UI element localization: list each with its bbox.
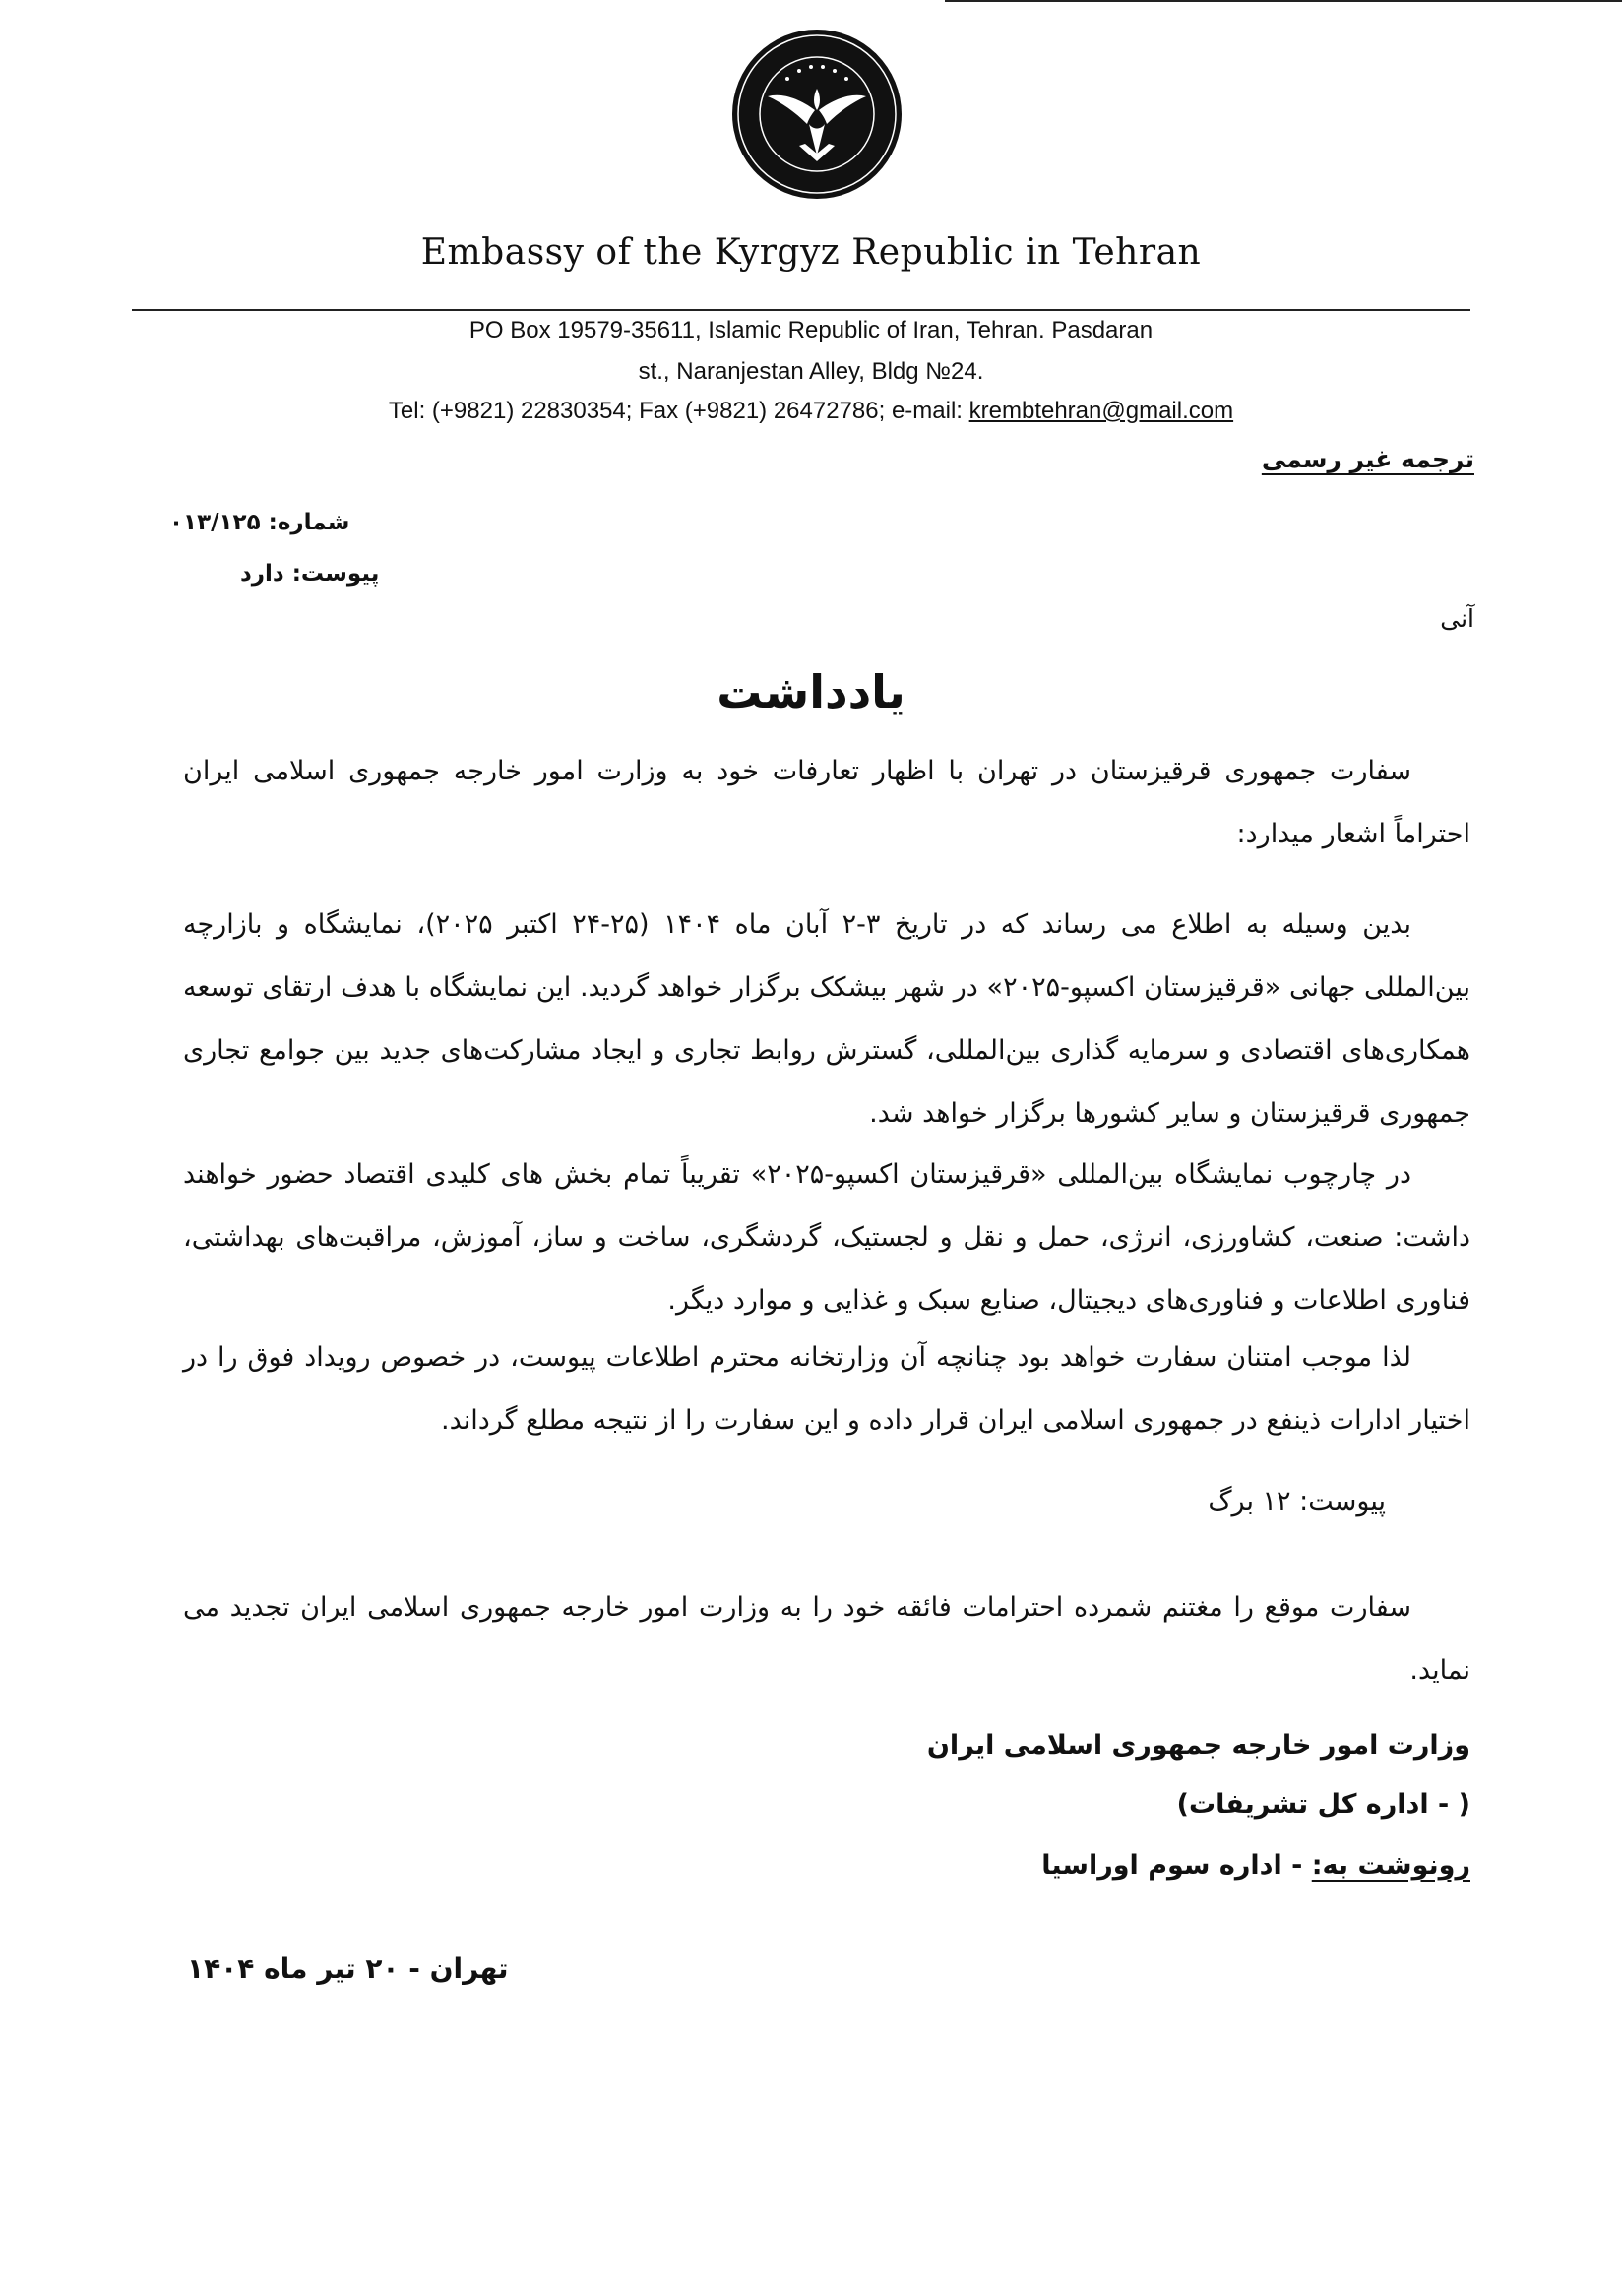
- place-date: تهران - ۲۰ تیر ماه ۱۴۰۴: [187, 1953, 509, 1985]
- attachment-status: پیوست: دارد: [240, 561, 380, 587]
- embassy-name: Embassy of the Kyrgyz Republic in Tehran: [420, 232, 1202, 273]
- cc-label: رونوشت به:: [1311, 1850, 1470, 1881]
- recipient-department: ( - اداره کل تشریفات): [1176, 1789, 1470, 1820]
- contact-line: [0, 398, 1622, 425]
- paragraph-closing: سفارت موقع را مغتنم شمرده احترامات فائقه خود را به وزارت امور خارجه جمهوری اسلامی ایران تجدید می نماید.: [183, 1592, 1470, 1686]
- top-border-line: [945, 0, 1622, 2]
- urgency-label: آنی: [1440, 604, 1474, 633]
- paragraph-event: بدین وسیله به اطلاع می رساند که در تاریخ ۳-۲ آبان ماه ۱۴۰۴ (۲۵-۲۴ اکتبر ۲۰۲۵)، نمایشگاه و بازارچه بین‌المللی جهانی «قرقیزستان اکسپو-۲۰۲۵» در شهر بیشکک برگزار خواهد گردید. این نمایشگاه با هدف ارتقای توسعه همکاری‌های اقتصادی و سرمایه گذاری بین‌المللی، گسترش روابط تجاری و ایجاد مشارکت‌های جدید بین جوامع تجاری جمهوری قرقیزستان و سایر کشورها برگزار خواهد شد.: [183, 909, 1470, 1129]
- email-link[interactable]: krembtehran@gmail.com: [968, 398, 1234, 424]
- paragraph-intro: سفارت جمهوری قرقیزستان در تهران با اظهار تعارفات خود به وزارت امور خارجه جمهوری اسلامی ایران احتراماً اشعار میدارد:: [183, 756, 1470, 849]
- address-line-2: st., Naranjestan Alley, Bldg №24.: [638, 358, 984, 385]
- unofficial-translation-label: ترجمه غیر رسمی: [1261, 445, 1474, 473]
- cc-value: - اداره سوم اوراسیا: [1041, 1850, 1312, 1881]
- cc-line: [1041, 1850, 1470, 1881]
- letter-number: شماره: ۰۱۳/۱۲۵: [169, 510, 350, 535]
- paragraph-request: لذا موجب امتنان سفارت خواهد بود چنانچه آن وزارتخانه محترم اطلاعات پیوست، در خصوص رویداد فوق را در اختیار ادارات ذینفع در جمهوری اسلامی ایران قرار داده و این سفارت را از نتیجه مطلع گرداند.: [183, 1342, 1470, 1436]
- recipient-ministry: وزارت امور خارجه جمهوری اسلامی ایران: [926, 1730, 1470, 1761]
- paragraph-sectors: در چارچوب نمایشگاه بین‌المللی «قرقیزستان اکسپو-۲۰۲۵» تقریباً تمام بخش های کلیدی اقتصاد حضور خواهند داشت: صنعت، کشاورزی، انرژی، حمل و نقل و لجستیک، گردشگری، ساخت و ساز، آموزش، مراقبت‌های بهداشتی، فناوری اطلاعات و فناوری‌های دیجیتال، صنایع سبک و غذایی و موارد دیگر.: [183, 1159, 1470, 1316]
- header-divider: [132, 309, 1470, 311]
- embassy-seal-icon: [730, 28, 904, 201]
- attachment-pages: پیوست: ۱۲ برگ: [1208, 1486, 1386, 1517]
- address-line-1: PO Box 19579-35611, Islamic Republic of Iran, Tehran. Pasdaran: [468, 317, 1154, 343]
- document-title: یادداشت: [717, 665, 905, 718]
- contact-prefix: Tel: (+9821) 22830354; Fax (+9821) 26472786; e-mail:: [388, 398, 969, 424]
